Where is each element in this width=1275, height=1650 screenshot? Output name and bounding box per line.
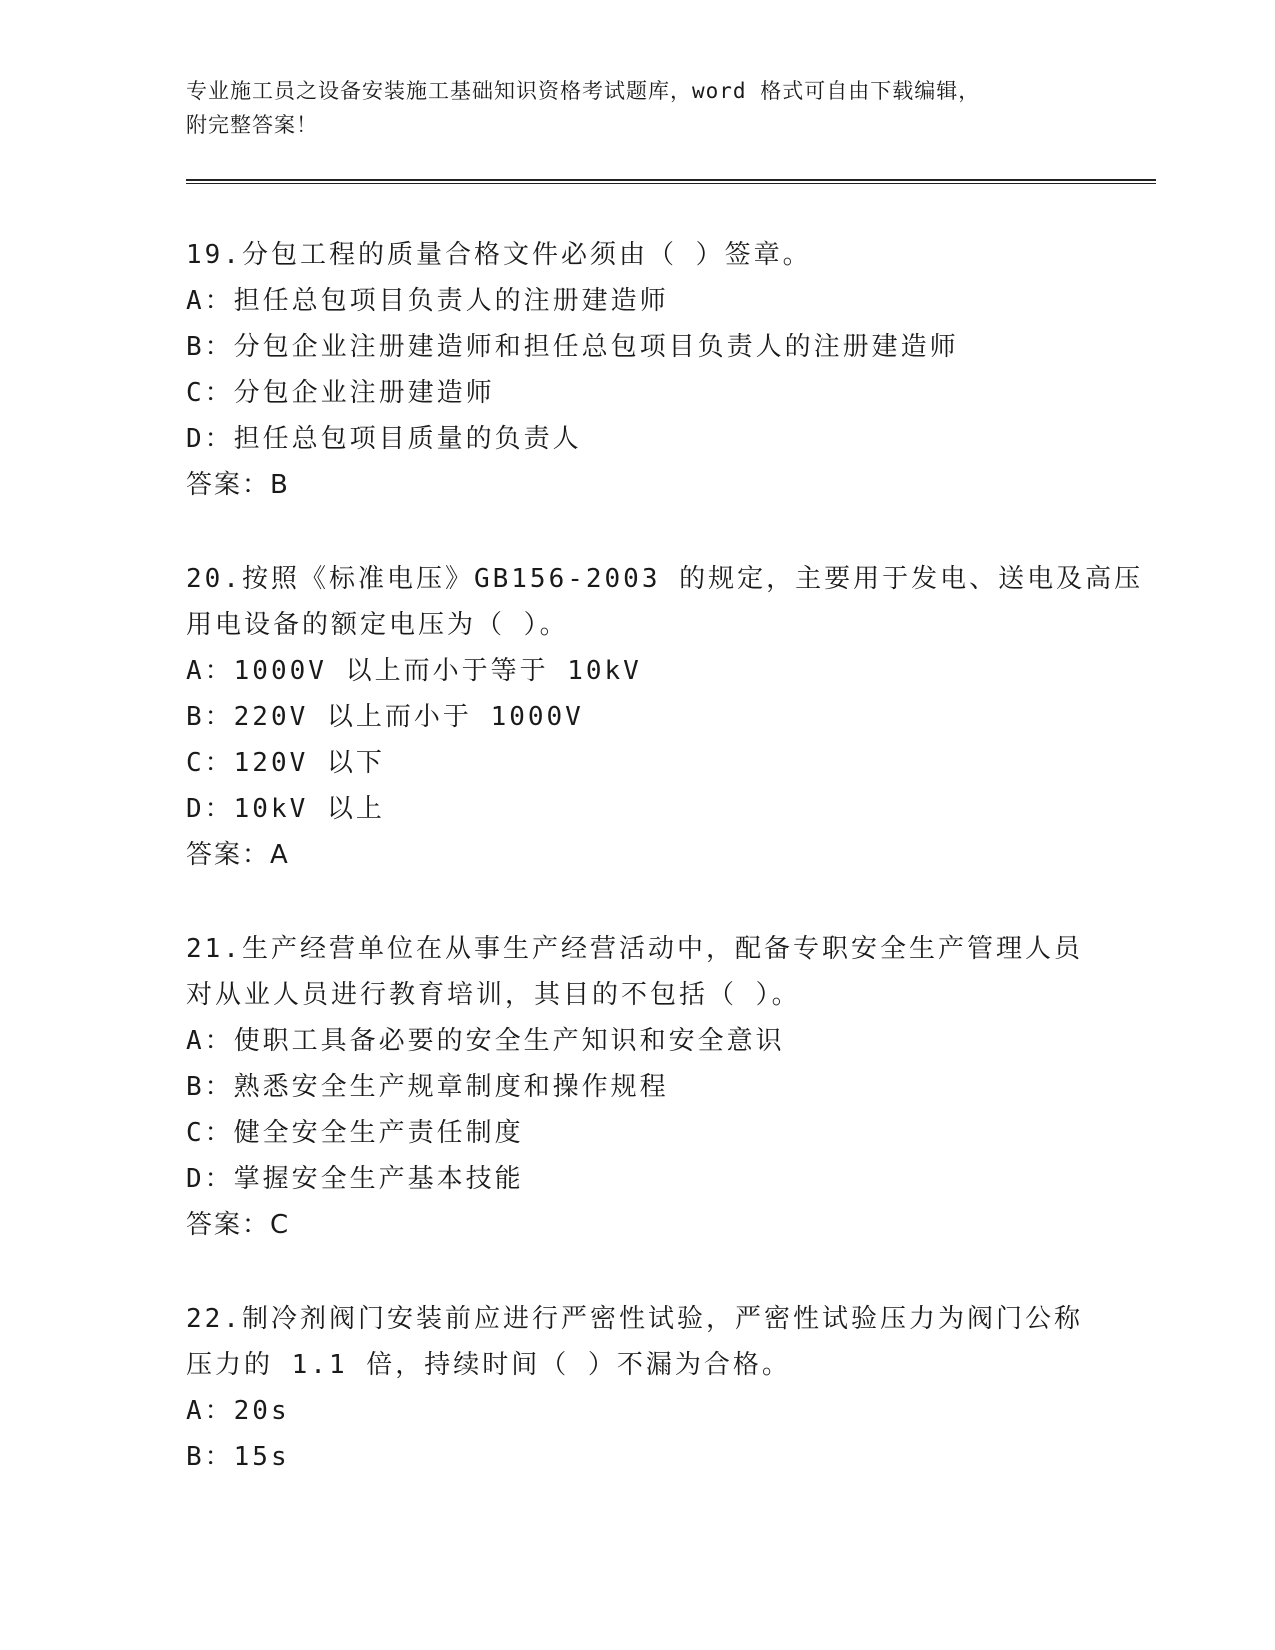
option-b: B：220V 以上而小于 1000V bbox=[186, 702, 584, 732]
document-header bbox=[186, 74, 1086, 142]
option-a: A：20s bbox=[186, 1396, 290, 1426]
question-stem-continued: 对从业人员进行教育培训，其目的不包括（ ）。 bbox=[186, 980, 801, 1010]
option-d: D：10kV 以上 bbox=[186, 794, 385, 824]
header-line-1: 专业施工员之设备安装施工基础知识资格考试题库，word 格式可自由下载编辑， bbox=[186, 79, 981, 103]
question-20 bbox=[186, 556, 1156, 878]
option-a: A：1000V 以上而小于等于 10kV bbox=[186, 656, 642, 686]
question-stem-continued: 用电设备的额定电压为（ ）。 bbox=[186, 610, 569, 640]
question-stem: 21.生产经营单位在从事生产经营活动中，配备专职安全生产管理人员 bbox=[186, 934, 1083, 964]
header-divider bbox=[186, 179, 1156, 184]
option-a: A：使职工具备必要的安全生产知识和安全意识 bbox=[186, 1026, 785, 1056]
question-stem: 19.分包工程的质量合格文件必须由（ ）签章。 bbox=[186, 240, 812, 270]
header-line-2: 附完整答案！ bbox=[186, 113, 318, 137]
option-b: B：分包企业注册建造师和担任总包项目负责人的注册建造师 bbox=[186, 332, 959, 362]
option-d: D：掌握安全生产基本技能 bbox=[186, 1164, 524, 1194]
answer-label: 答案：C bbox=[186, 1210, 291, 1240]
answer-label: 答案：A bbox=[186, 840, 290, 870]
option-a: A：担任总包项目负责人的注册建造师 bbox=[186, 286, 669, 316]
question-22 bbox=[186, 1296, 1156, 1480]
question-list bbox=[186, 232, 1156, 1528]
answer-label: 答案：B bbox=[186, 470, 290, 500]
question-19 bbox=[186, 232, 1156, 508]
question-stem: 22.制冷剂阀门安装前应进行严密性试验，严密性试验压力为阀门公称 bbox=[186, 1304, 1083, 1334]
question-21 bbox=[186, 926, 1156, 1248]
question-stem: 20.按照《标准电压》GB156-2003 的规定，主要用于发电、送电及高压 bbox=[186, 564, 1144, 594]
option-b: B：15s bbox=[186, 1442, 290, 1472]
option-b: B：熟悉安全生产规章制度和操作规程 bbox=[186, 1072, 669, 1102]
document-page bbox=[186, 0, 1156, 1650]
option-c: C：120V 以下 bbox=[186, 748, 385, 778]
option-c: C：健全安全生产责任制度 bbox=[186, 1118, 524, 1148]
question-stem-continued: 压力的 1.1 倍，持续时间（ ）不漏为合格。 bbox=[186, 1350, 791, 1380]
option-d: D：担任总包项目质量的负责人 bbox=[186, 424, 582, 454]
option-c: C：分包企业注册建造师 bbox=[186, 378, 495, 408]
